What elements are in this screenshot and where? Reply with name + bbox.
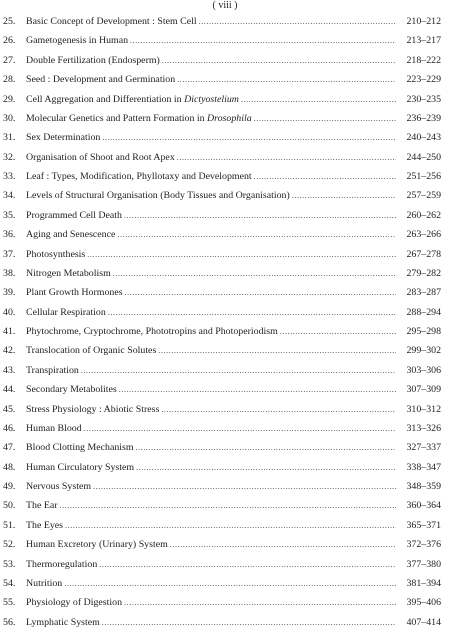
toc-entry-title: Cell Aggregation and Differentiation in Dictyostelium: [26, 93, 239, 105]
toc-entry-number: 45.: [3, 403, 16, 415]
toc-entry-pages: 260–262: [406, 209, 441, 221]
toc-entry-pages: 327–337: [406, 442, 441, 454]
toc-entry-number: 27.: [3, 54, 16, 66]
dot-leader: [136, 458, 396, 477]
toc-entry-pages: 365–371: [406, 519, 441, 531]
toc-entry: [3, 225, 441, 244]
toc-entry-pages: 223–229: [406, 74, 441, 86]
toc-entry-title: Nitrogen Metabolism: [26, 267, 111, 279]
toc-entry: [3, 31, 441, 50]
toc-entry-pages: 407–414: [406, 616, 441, 628]
toc-entry: [3, 574, 441, 593]
toc-entry: [3, 477, 441, 496]
dot-leader: [113, 264, 396, 283]
dot-leader: [177, 148, 396, 167]
dot-leader: [130, 31, 396, 50]
dot-leader: [125, 283, 396, 302]
dot-leader: [65, 516, 396, 535]
toc-entry-title: Physiology of Digestion: [26, 597, 123, 609]
toc-entry: [3, 438, 441, 457]
toc-entry-pages: 348–359: [406, 481, 441, 492]
dot-leader: [81, 361, 396, 380]
toc-entry: [3, 496, 441, 515]
toc-entry-pages: 288–294: [406, 306, 441, 318]
toc-entry-number: 49.: [3, 481, 16, 492]
toc-entry-title: Basic Concept of Development : Stem Cell: [26, 16, 197, 27]
toc-entry-title: Translocation of Organic Solutes: [26, 345, 157, 357]
toc-entry-number: 44.: [3, 384, 16, 396]
toc-entry-pages: 236–239: [406, 112, 441, 124]
dot-leader: [254, 167, 396, 186]
toc-entry-title: Double Fertilization (Endosperm): [26, 54, 160, 66]
dot-leader: [124, 593, 396, 612]
toc-entry-number: 41.: [3, 326, 16, 337]
table-of-contents: [3, 12, 441, 632]
dot-leader: [162, 51, 396, 70]
toc-entry-title: Seed : Development and Germination: [26, 74, 176, 86]
toc-entry-pages: 218–222: [406, 54, 441, 66]
toc-entry-number: 26.: [3, 35, 16, 47]
toc-entry: [3, 90, 441, 109]
dot-leader: [292, 186, 396, 205]
dot-leader: [280, 322, 396, 341]
toc-entry-number: 38.: [3, 267, 16, 279]
toc-entry-number: 50.: [3, 500, 16, 512]
dot-leader: [124, 206, 396, 225]
dot-leader: [102, 128, 396, 147]
toc-entry-title: Transpiration: [26, 364, 79, 376]
toc-entry: [3, 70, 441, 89]
toc-entry: [3, 167, 441, 186]
toc-entry-title: Lymphatic System: [26, 616, 100, 628]
dot-leader: [60, 496, 396, 515]
toc-entry-number: 43.: [3, 364, 16, 376]
toc-entry-title: Human Blood: [26, 422, 82, 434]
toc-entry-number: 47.: [3, 442, 16, 454]
toc-entry-number: 28.: [3, 74, 16, 86]
dot-leader: [117, 225, 396, 244]
toc-entry: [3, 400, 441, 419]
toc-entry: [3, 128, 441, 147]
toc-entry-number: 52.: [3, 539, 16, 551]
toc-entry-title: Aging and Senescence: [26, 229, 116, 241]
toc-entry-title: Stress Physiology : Abiotic Stress: [26, 403, 160, 415]
toc-entry-pages: 283–287: [406, 287, 441, 299]
toc-entry: [3, 535, 441, 554]
toc-entry-number: 30.: [3, 112, 16, 124]
toc-entry-title: Nervous System: [26, 481, 92, 492]
toc-entry-title: Secondary Metabolites: [26, 384, 117, 396]
toc-entry: [3, 264, 441, 283]
dot-leader: [136, 438, 396, 457]
toc-entry-title: Cellular Respiration: [26, 306, 106, 318]
toc-entry-number: 25.: [3, 16, 16, 27]
dot-leader: [93, 477, 396, 496]
dot-leader: [102, 613, 396, 632]
toc-entry-title-italic: Dictyostelium: [184, 93, 239, 105]
toc-entry-pages: 210–212: [406, 16, 441, 27]
toc-entry: [3, 148, 441, 167]
toc-entry-title: Human Circulatory System: [26, 461, 135, 473]
toc-entry-pages: 303–306: [406, 364, 441, 376]
toc-entry-title: Human Excretory (Urinary) System: [26, 539, 168, 551]
toc-entry-pages: 295–298: [406, 326, 441, 337]
toc-entry-number: 55.: [3, 597, 16, 609]
toc-entry-number: 31.: [3, 132, 16, 144]
toc-entry-pages: 299–302: [406, 345, 441, 357]
dot-leader: [84, 419, 396, 438]
toc-entry-number: 48.: [3, 461, 16, 473]
toc-entry-number: 39.: [3, 287, 16, 299]
dot-leader: [158, 341, 396, 360]
toc-entry-title-italic: Drosophila: [207, 112, 252, 124]
toc-entry-pages: 310–312: [406, 403, 441, 415]
toc-entry-title: Nutrition: [26, 577, 63, 589]
toc-entry-number: 29.: [3, 93, 16, 105]
toc-entry-title: Plant Growth Hormones: [26, 287, 123, 299]
toc-entry-pages: 360–364: [406, 500, 441, 512]
dot-leader: [254, 109, 396, 128]
toc-entry-title: Photosynthesis: [26, 248, 86, 260]
toc-entry: [3, 186, 441, 205]
dot-leader: [64, 574, 396, 593]
toc-entry: [3, 419, 441, 438]
toc-entry-number: 53.: [3, 558, 16, 570]
toc-entry-pages: 251–256: [406, 171, 441, 182]
toc-entry-pages: 395–406: [406, 597, 441, 609]
toc-entry: [3, 245, 441, 264]
toc-entry-number: 33.: [3, 171, 16, 182]
toc-entry-title: The Eyes: [26, 519, 64, 531]
toc-entry-title: Phytochrome, Cryptochrome, Phototropins and Photoperiodism: [26, 326, 278, 337]
toc-entry: [3, 51, 441, 70]
toc-entry-pages: 263–266: [406, 229, 441, 241]
toc-entry-number: 54.: [3, 577, 16, 589]
toc-entry-number: 40.: [3, 306, 16, 318]
toc-entry: [3, 361, 441, 380]
toc-entry-title: Sex Determination: [26, 132, 101, 144]
dot-leader: [87, 245, 396, 264]
toc-entry-title: Organisation of Shoot and Root Apex: [26, 151, 175, 163]
toc-entry-number: 42.: [3, 345, 16, 357]
toc-entry-title: Blood Clotting Mechanism: [26, 442, 134, 454]
dot-leader: [177, 70, 396, 89]
toc-entry-pages: 313–326: [406, 422, 441, 434]
toc-entry: [3, 593, 441, 612]
toc-entry-title: Leaf : Types, Modification, Phyllotaxy and Development: [26, 171, 252, 182]
toc-entry-pages: 381–394: [406, 577, 441, 589]
toc-entry-pages: 267–278: [406, 248, 441, 260]
toc-entry-number: 35.: [3, 209, 16, 221]
dot-leader: [170, 535, 396, 554]
dot-leader: [161, 400, 396, 419]
toc-entry: [3, 613, 441, 632]
toc-entry: [3, 303, 441, 322]
toc-entry: [3, 341, 441, 360]
toc-entry-pages: 240–243: [406, 132, 441, 144]
toc-entry-pages: 230–235: [406, 93, 441, 105]
toc-entry-title: Programmed Cell Death: [26, 209, 122, 221]
toc-entry-pages: 307–309: [406, 384, 441, 396]
toc-entry: [3, 516, 441, 535]
toc-entry-number: 34.: [3, 190, 16, 202]
toc-entry-title: Thermoregulation: [26, 558, 98, 570]
dot-leader: [108, 303, 396, 322]
toc-entry-number: 46.: [3, 422, 16, 434]
toc-entry: [3, 555, 441, 574]
dot-leader: [199, 12, 396, 31]
dot-leader: [99, 555, 396, 574]
toc-entry-title: Levels of Structural Organisation (Body Tissues and Organisation): [26, 190, 290, 202]
toc-entry-number: 37.: [3, 248, 16, 260]
toc-entry-pages: 372–376: [406, 539, 441, 551]
toc-entry: [3, 206, 441, 225]
toc-entry-number: 32.: [3, 151, 16, 163]
toc-entry-pages: 213–217: [406, 35, 441, 47]
toc-entry-title: Molecular Genetics and Pattern Formation in Drosophila: [26, 112, 252, 124]
toc-entry: [3, 322, 441, 341]
toc-entry-pages: 338–347: [406, 461, 441, 473]
toc-entry-number: 36.: [3, 229, 16, 241]
dot-leader: [241, 90, 396, 109]
toc-entry: [3, 12, 441, 31]
toc-entry-pages: 279–282: [406, 267, 441, 279]
toc-entry: [3, 283, 441, 302]
toc-entry-title: The Ear: [26, 500, 58, 512]
toc-entry-pages: 244–250: [406, 151, 441, 163]
toc-entry-title: Gametogenesis in Human: [26, 35, 129, 47]
toc-entry: [3, 109, 441, 128]
toc-entry-pages: 257–259: [406, 190, 441, 202]
toc-entry-number: 56.: [3, 616, 16, 628]
toc-entry: [3, 380, 441, 399]
toc-entry: [3, 458, 441, 477]
toc-entry-pages: 377–380: [406, 558, 441, 570]
toc-entry-number: 51.: [3, 519, 16, 531]
page-number: ( viii ): [212, 0, 238, 11]
dot-leader: [119, 380, 396, 399]
